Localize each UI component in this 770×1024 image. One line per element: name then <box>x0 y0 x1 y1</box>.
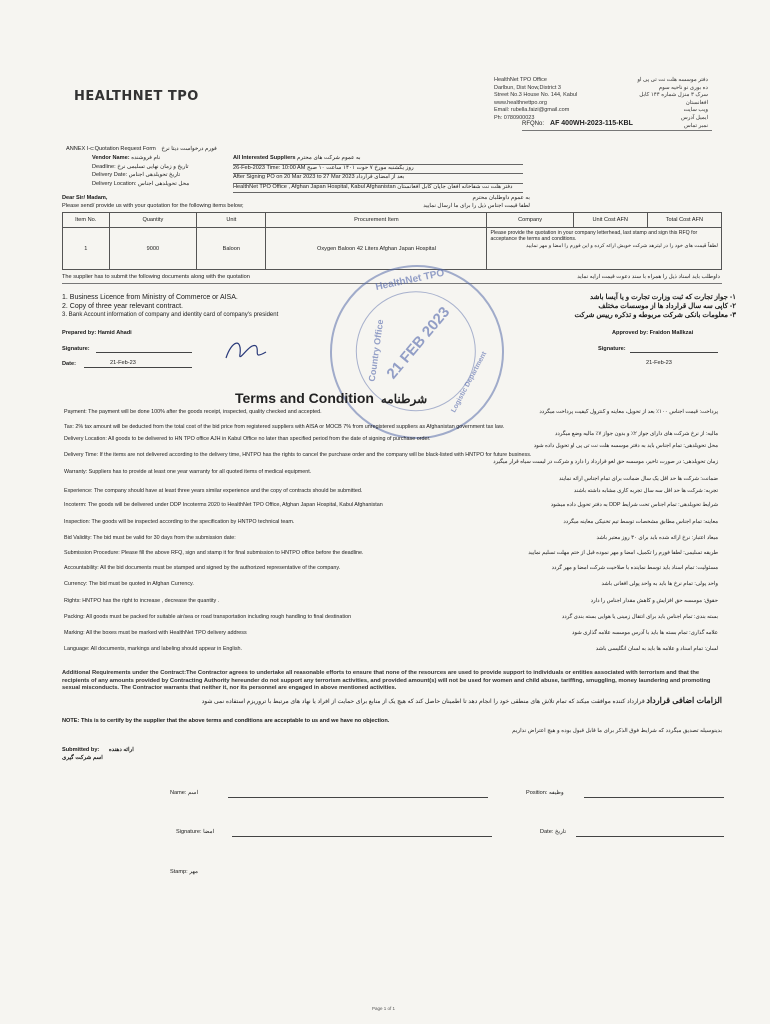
term-item: Bid Validity: The bid must be valid for 30 days from the submission date: <box>64 535 236 541</box>
deadline-value: 26-Feb-2023 Time: 10:00 AM <box>233 164 306 171</box>
document-item-fa: ۳- معلومات بانکی شرکت مربوطه و تذکره رییس شرکت <box>574 312 736 319</box>
rfq-value: AF 400WH-2023-115-KBL <box>550 120 633 127</box>
documents-intro: The supplier has to submit the following documents along with the quotation <box>62 274 250 280</box>
cell-quotation-note <box>487 228 722 270</box>
term-item: Tax: 2% tax amount will be deducted from the total cost of the bid price from registered suppliers with AISA or MOCB 7% from unregistered suppliers as Afghanistan government tax law. <box>64 424 505 430</box>
name-field <box>170 790 198 798</box>
intro-en: Please send/ provide us with your quotation for the following items below; <box>62 202 244 209</box>
term-item: Delivery Time: If the items are not delivered according to the delivery time, HNTPO has the rights to cancel the purchase order and the company will be black-listed with HNTPO for future business. <box>64 452 532 458</box>
quotation-note-fa: لطفاً قیمت های خود را در لیترهد شرکت خویش ارائه کرده و این فورم را امضا و مهر نمایید <box>526 242 718 249</box>
delivery-location-label: Delivery Location: <box>92 180 137 187</box>
address-line: Email: rubella.faizi@gmail.com <box>494 107 570 114</box>
approved-signature-label: Signature: <box>598 346 626 352</box>
date-label: Date: <box>62 361 76 367</box>
rfq-label: RFQNo: <box>522 121 545 127</box>
prepared-by: Prepared by: Hamid Ahadi <box>62 330 132 336</box>
term-item-fa: شرایط تحویلدهی: تمام اجناس تحت شرایط DDP به دفتر تحویل داده میشود <box>550 502 718 508</box>
term-item: Experience: The company should have at least three years similar experience and the copy of contracts should be submitted. <box>64 488 363 494</box>
signature-line[interactable] <box>232 836 492 837</box>
position-line[interactable] <box>584 797 724 798</box>
name-line[interactable] <box>228 797 488 798</box>
signature-label: Signature: <box>176 829 202 835</box>
term-item-fa: میعاد اعتبار: نرخ ارائه شده باید برای ۳۰ روز معتبر باشد <box>596 535 718 541</box>
term-item: Currency: The bid must be quoted in Afghan Currency. <box>64 581 194 587</box>
term-item-fa: پرداخت: قیمت اجناس ۱۰۰٪ بعد از تحویل، معاینه و کنترول کیفیت پرداخت میگردد <box>539 409 718 415</box>
term-item-fa: واحد پولی: تمام نرخ ها باید به واحد پولی افغانی باشد <box>601 581 718 587</box>
submission-date-label-fa: تاریخ <box>554 829 567 835</box>
company-label-fa: اسم شرکت گیری <box>62 754 103 761</box>
submission-date-label: Date: <box>540 829 554 835</box>
greeting <box>62 195 244 210</box>
term-item: Incoterm: The goods will be delivered under DDP Incoterms 2020 to HealthNet TPO Office, Afghan Japan Hospital, Kabul Afghanistan <box>64 502 383 508</box>
date-field <box>540 829 566 837</box>
prepared-signature-label: Signature: <box>62 346 90 352</box>
cell-quantity: 9000 <box>109 228 197 270</box>
cell-description: Oxygen Baloon 42 Liters Afghan Japan Hospital <box>266 228 487 270</box>
col-procurement-item: Procurement Item <box>266 213 487 228</box>
documents-intro-fa: داوطلب باید اسناد ذیل را همراه با سند دعوت قیمت ارایه نماید <box>577 274 720 280</box>
signature-label-fa: امضا <box>203 829 215 835</box>
prepared-signature-line <box>96 352 192 353</box>
additional-text-fa: قرارداد کننده موافقت میکند که تمام تلاش های منطقی خود را انجام دهد تا اطمینان حاصل کند که هیچ یک از منابع برای حمایت از افراد یا نهاد های مرتبط با تروریزم استفاده نمی شود <box>201 699 645 705</box>
term-item: Delivery Location: All goods to be delivered to HN TPO office AJH in Kabul Office no later than specified period from the date of signing of purchase order. <box>64 436 431 442</box>
address-en <box>494 77 577 123</box>
delivery-date-value: After Signing PO on 20 Mar 2023 to 27 Mar 2023 <box>233 174 355 180</box>
delivery-date-value-fa: بعد از امضای قرارداد <box>356 174 405 180</box>
term-item: Marking: All the boxes must be marked with HealthNet TPO delivery address <box>64 630 247 636</box>
certification-note-fa: بدینوسیله تصدیق میگردد که شرایط فوق الذکر برای ما قابل قبول بوده و هیچ اعتراض نداریم <box>512 728 722 734</box>
col-total-cost: Total Cost AFN <box>647 213 721 228</box>
col-unit-cost: Unit Cost AFN <box>573 213 647 228</box>
term-item-fa: ضمانت: شرکت ها حد اقل یک سال ضمانت برای تمام اجناس ارائه نمایند <box>559 476 718 482</box>
address-line: www.healthnettpo.org <box>494 99 547 106</box>
term-item: Inspection: The goods will be inspected according to the specification by HNTPO technical team. <box>64 519 295 525</box>
terms-title-en: Terms and Condition <box>235 390 374 406</box>
items-table <box>62 212 722 270</box>
delivery-location-value-fa: دفتر هلت نت شفاخانه افغان جاپان کابل افغانستان <box>397 183 513 190</box>
approved-date: 21-Feb-23 <box>646 360 672 366</box>
approved-signature-line <box>630 352 718 353</box>
document-item: 2. Copy of three year relevant contract. <box>62 303 184 310</box>
name-label: Name: <box>170 790 187 796</box>
stamp-field <box>170 869 198 877</box>
term-item: Submission Procedure: Please fill the above RFQ, sign and stamp it for final submission to HNTPO office before the deadline. <box>64 550 364 556</box>
submitted-by <box>62 747 134 762</box>
greeting-fa-text: به عموم داوطلبان محترم <box>472 195 530 201</box>
term-item: Accountability: All the bid documents must be stamped and signed by the authorized representative of the company. <box>64 565 341 571</box>
position-label-fa: وظیفه <box>549 790 564 796</box>
address-line: Darlbun, Dist Now,District 3 <box>494 84 561 91</box>
term-item-fa: تجربه: شرکت ها حد اقل سه سال تجربه کاری مشابه داشته باشند <box>573 488 718 494</box>
document-item: 1. Business Licence from Ministry of Commerce or AISA. <box>62 294 238 301</box>
term-item-fa: مالیه: از نرخ شرکت های دارای جواز ۲٪ و بدون جواز ۷٪ مالیه وضع میگردد <box>554 431 718 437</box>
page-number: Page 1 of 1 <box>372 1006 396 1011</box>
term-item-fa: معاینه: تمام اجناس مطابق مشخصات توسط تیم تخنیکی معاینه میگردد <box>563 519 718 525</box>
address-line: HealthNet TPO Office <box>494 77 547 83</box>
certification-note: NOTE: This is to certify by the supplier that the above terms and conditions are acceptable to us and we have no objection. <box>62 718 390 724</box>
deadline-label-fa: تاریخ و زمان نهایی تسلیمی نرخ <box>117 163 189 170</box>
address-line-fa: ایمیل آدرس <box>681 114 708 121</box>
documents-list-fa <box>480 293 736 320</box>
col-quantity: Quantity <box>109 213 197 228</box>
handwritten-signature <box>222 330 272 370</box>
name-label-fa: اسم <box>188 790 199 796</box>
term-item: Language: All documents, markings and labeling should appear in English. <box>64 646 243 652</box>
submission-date-line[interactable] <box>576 836 724 837</box>
term-item-fa: محل تحویلدهی: تمام اجناس باید به دفتر موسسه هلت نت تی پی او تحویل داده شود <box>533 443 718 449</box>
delivery-date-label-fa: تاریخ تحویلدهی اجناس <box>128 172 181 178</box>
document-item-fa: ۲- کاپی سه سال قرارداد ها از موسسات مختلف <box>598 303 736 310</box>
col-unit: Unit <box>197 213 266 228</box>
table-row <box>63 228 722 270</box>
intro-fa: لطفا قیمت اجناس ذیل را برای ما ارسال نمایید <box>423 202 530 209</box>
delivery-location-label-fa: محل تحویلدهی اجناس <box>138 180 190 187</box>
info-values <box>233 155 523 193</box>
address-line-fa: سرک ۳ منزل شماره ۱۴۴ کابل افغانستان <box>639 92 708 106</box>
address-line-fa: نمبر تماس <box>683 122 708 129</box>
address-line: Street No.3 House No. 144, Kabul <box>494 92 578 99</box>
document-item: 3. Bank Account information of company and identity card of company's president <box>62 312 279 318</box>
position-field <box>526 790 564 798</box>
submitted-by-label-fa: ارائه دهنده <box>108 747 134 753</box>
additional-requirements-en: Additional Requirements under the Contract:The Contractor agrees to undertake all reasonable efforts to ensure that none of the resources are used to provide support to individuals or entities associated with terrorism and that the recipients of any amounts provided by Contracting Authority hereunder do not support any terrorism activities, and provided amount(s) will not be used for women and child abuse, tariffing, smuggling, money laundering and promoting sexual misconducts. The Contractor warrants that neither it, nor its personnel are engaged in above mentioned activities. <box>62 670 711 692</box>
annex-title <box>66 146 217 154</box>
deadline-label: Deadline: <box>92 163 116 170</box>
vendor-value: All Interested Suppliers <box>233 155 296 161</box>
info-labels <box>92 155 232 189</box>
address-line-fa: ده بوری نو ناحیه سوم <box>658 84 708 91</box>
address-line-fa: ویب سایت <box>683 107 708 114</box>
address-line: Ph: 0780900023 <box>494 114 535 121</box>
greeting-en: Dear Sir/ Madam, <box>62 195 108 201</box>
position-label: Position: <box>526 790 548 796</box>
document-item-fa: ۱- جواز تجارت که ثبت وزارت تجارت و یا آیسا باشد <box>589 294 736 301</box>
terms-title <box>235 390 427 406</box>
term-item-fa: مسئولیت: تمام اسناد باید توسط نماینده با صلاحیت شرکت امضا و مهر گردد <box>551 565 718 571</box>
annex-title-fa: فورم درخواست دیتا نرخ <box>161 146 217 152</box>
cell-unit: Baloon <box>197 228 266 270</box>
term-item-fa: طریقه تسلیمی: لطفا فورم را تکمیل، امضا و مهر نموده قبل از ختم مهلت تسلیم نمایید <box>528 550 718 556</box>
term-item-fa: علامه گذاری: تمام بسته ها باید با آدرس موسسه علامه گذاری شود <box>571 630 718 636</box>
prepared-date: 21-Feb-23 <box>110 360 136 366</box>
term-item: Packing: All goods must be packed for suitable air/sea or road transportation including rough handling to final destination <box>64 614 352 620</box>
address-fa <box>628 77 708 130</box>
term-item-fa: زمان تحویلدهی: در صورت تاخیر، موسسه حق لغو قرارداد را دارد و شرکت در لیست سیاه قرار میگیرد <box>493 459 718 465</box>
term-item: Payment: The payment will be done 100% after the goods receipt, inspected, quality checked and accepted. <box>64 409 322 415</box>
cell-item-no: 1 <box>63 228 110 270</box>
col-company: Company <box>487 213 573 228</box>
rfq-number <box>522 120 633 127</box>
stamp-date: 21 FEB 2023 <box>383 303 454 383</box>
vendor-label-fa: نام فروشنده <box>131 155 161 161</box>
stamp-label-fa: مهر <box>189 869 198 875</box>
vendor-label: Vendor Name: <box>92 155 130 161</box>
additional-title-fa: الزامات اضافی قرارداد <box>646 696 722 705</box>
annex-title-en: ANNEX I-c:Quotation Request Form <box>66 146 156 152</box>
additional-requirements-fa <box>62 697 722 706</box>
vendor-value-fa: به عموم شرکت های محترم <box>297 155 361 161</box>
documents-list <box>62 293 278 320</box>
divider <box>522 130 712 131</box>
term-item: Rights: HNTPO has the right to increase , decrease the quantity . <box>64 598 220 604</box>
address-line-fa: دفتر موسسه هلت نت تی پی او <box>637 77 708 83</box>
col-item-no: Item No. <box>63 213 110 228</box>
signature-field <box>176 829 214 837</box>
date-line <box>84 367 192 368</box>
delivery-location-value: HealthNet TPO Office , Afghan Japan Hospital, Kabul Afghanistan <box>233 183 396 190</box>
term-item: Warranty: Suppliers has to provide at least one year warranty for all quoted items of medical equipment. <box>64 469 312 475</box>
deadline-value-fa: روز یکشنبه مورخ ۷ حوت ۱۴۰۱ ساعت ۱۰ صبح <box>307 164 414 171</box>
stamp-dept: Logistic Department <box>450 350 489 414</box>
term-item-fa: بسته بندی: تمام اجناس باید برای انتقال زمینی یا هوایی بسته بندی گردد <box>561 614 718 620</box>
delivery-date-label: Delivery Date: <box>92 172 128 178</box>
approved-by: Approved by: Fraidon Mallkzai <box>612 330 694 336</box>
stamp-office: Country Office <box>366 318 386 383</box>
stamp-org: HealthNet TPO <box>374 267 446 294</box>
quotation-note-en: Please provide the quotation in your company letterhead, last stamp and sign this RFQ for acceptance the terms and conditions. <box>490 230 698 243</box>
terms-title-fa: شرطنامه <box>380 392 428 406</box>
healthnet-logo: HEALTHNET TPO <box>74 89 199 104</box>
greeting-fa <box>423 195 530 210</box>
table-header-row <box>63 213 722 228</box>
term-item-fa: حقوق: موسسه حق افزایش و کاهش مقدار اجناس را دارد <box>590 598 718 604</box>
stamp-label: Stamp: <box>170 869 188 875</box>
term-item-fa: لسان: تمام اسناد و علامه ها باید به لسان انگلیسی باشد <box>595 646 718 652</box>
submitted-by-label: Submitted by: <box>62 747 100 753</box>
